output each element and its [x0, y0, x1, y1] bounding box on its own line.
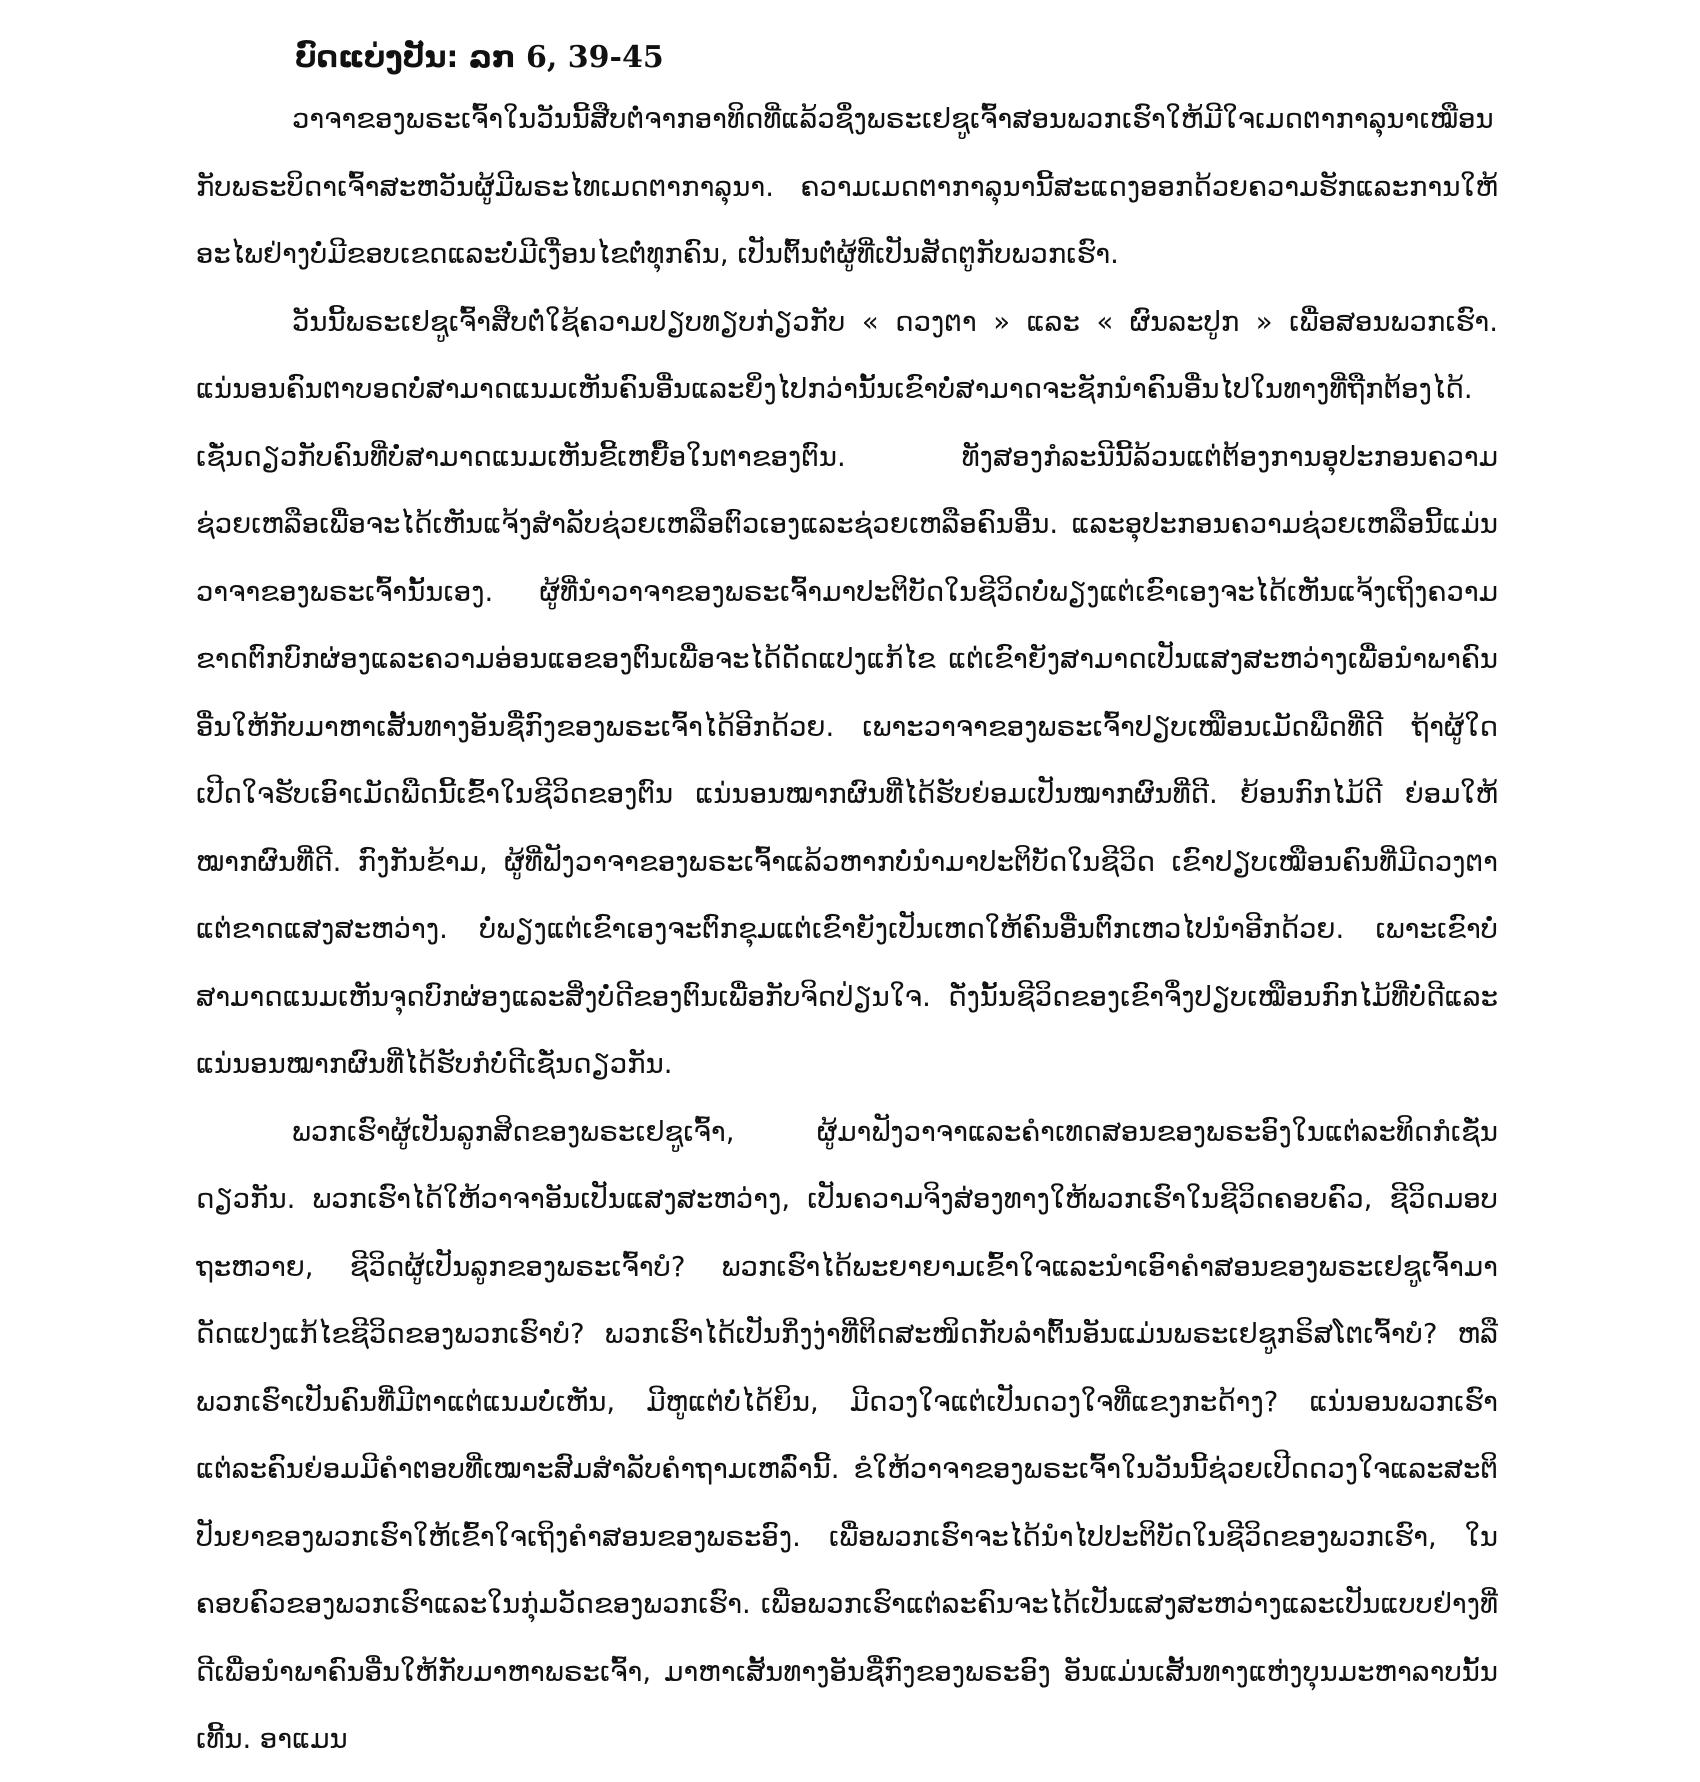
heading-label: ບົດແບ່ງປັນ: ລກ — [295, 40, 516, 75]
paragraph-1: ວາຈາຂອງພຣະເຈົ້າໃນວັນນີ້ສືບຕໍ່ຈາກອາທິດທີ່ແລ້ວຊຶ່ງພຣະເຢຊູເຈົ້າສອນພວກເຮົາໃຫ້ມີໃຈເມດຕາກາລຸນາເໝືອນກັບພຣະບິດາເຈົ້າສະຫວັນຜູ້ມີພຣະໄທເມດຕາກາລຸນາ. ຄວາມເມດຕາກາລຸນານີ້ສະແດງອອກດ້ວຍຄວາມຮັກແລະການໃຫ້ອະໄພຢ່າງບໍ່ມີຂອບເຂດແລະບໍ່ມີເງື່ອນໄຂຕໍ່ທຸກຄົນ, ເປັນຕົ້ນຕໍ່ຜູ້ທີ່ເປັນສັດຕູກັບພວກເຮົາ. — [196, 103, 1498, 270]
document-body — [196, 30, 1498, 1774]
heading-reference: 6, 39-45 — [526, 40, 664, 75]
paragraph-2: ວັນນີ້ພຣະເຢຊູເຈົ້າສືບຕໍ່ໃຊ້ຄວາມປຽບທຽບກ່ຽວກັບ « ດວງຕາ » ແລະ « ຜົນລະປູກ » ເພື່ອສອນພວກເຮົາ. ແນ່ນອນຄົນຕາບອດບໍ່ສາມາດແນມເຫັນຄົນອື່ນແລະຍິ່ງໄປກວ່ານັ້ນເຂົາບໍ່ສາມາດຈະຊັກນໍາຄົນອື່ນໄປໃນທາງທີ່ຖືກຕ້ອງໄດ້. ເຊັ່ນດຽວກັບຄົນທີ່ບໍ່ສາມາດແນມເຫັນຂີ້ເຫຍື້ອໃນຕາຂອງຕົນ. ທັງສອງກໍລະນີນີ້ລ້ວນແຕ່ຕ້ອງການອຸປະກອນຄວາມຊ່ວຍເຫລືອເພື່ອຈະໄດ້ເຫັນແຈ້ງສໍາລັບຊ່ວຍເຫລືອຕົວເອງແລະຊ່ວຍເຫລືອຄົນອື່ນ. ແລະອຸປະກອນຄວາມຊ່ວຍເຫລືອນີ້ແມ່ນວາຈາຂອງພຣະເຈົ້ານັ້ນເອງ. ຜູ້ທີ່ນໍາວາຈາຂອງພຣະເຈົ້າມາປະຕິບັດໃນຊີວິດບໍ່ພຽງແຕ່ເຂົາເອງຈະໄດ້ເຫັນແຈ້ງເຖິງຄວາມຂາດຕົກບົກຜ່ອງແລະຄວາມອ່ອນແອຂອງຕົນເພື່ອຈະໄດ້ດັດແປງແກ້ໄຂ ແຕ່ເຂົາຍັງສາມາດເປັນແສງສະຫວ່າງເພື່ອນໍາພາຄົນອື່ນໃຫ້ກັບມາຫາເສັ້ນທາງອັນຊື່ກົງຂອງພຣະເຈົ້າໄດ້ອີກດ້ວຍ. ເພາະວາຈາຂອງພຣະເຈົ້າປຽບເໝືອນເມັດພືດທີ່ດີ ຖ້າຜູ້ໃດເປີດໃຈຮັບເອົາເມັດພືດນີ້ເຂົ້າໃນຊີວິດຂອງຕົນ ແນ່ນອນໝາກຜົນທີ່ໄດ້ຮັບຍ່ອມເປັນໝາກຜົນທີ່ດີ. ຍ້ອນກົກໄມ້ດີ ຍ່ອມໃຫ້ໝາກຜົນທີ່ດີ. ກົງກັນຂ້າມ, ຜູ້ທີ່ຟັງວາຈາຂອງພຣະເຈົ້າແລ້ວຫາກບໍ່ນໍາມາປະຕິບັດໃນຊີວິດ ເຂົາປຽບເໝືອນຄົນທີ່ມີດວງຕາແຕ່ຂາດແສງສະຫວ່າງ. ບໍ່ພຽງແຕ່ເຂົາເອງຈະຕົກຂຸມແຕ່ເຂົາຍັງເປັນເຫດໃຫ້ຄົນອື່ນຕົກເຫວໄປນໍາອີກດ້ວຍ. ເພາະເຂົາບໍ່ສາມາດແນມເຫັນຈຸດບົກຜ່ອງແລະສິ່ງບໍ່ດີຂອງຕົນເພື່ອກັບຈິດປ່ຽນໃຈ. ດັ່ງນັ້ນຊີວິດຂອງເຂົາຈຶ່ງປຽບເໝືອນກົກໄມ້ທີ່ບໍ່ດີແລະແນ່ນອນໝາກຜົນທີ່ໄດ້ຮັບກໍບໍ່ດີເຊັ່ນດຽວກັນ. — [196, 305, 1498, 1080]
reading-heading — [295, 30, 1498, 86]
paragraph-3: ພວກເຮົາຜູ້ເປັນລູກສິດຂອງພຣະເຢຊູເຈົ້າ, ຜູ້ມາຟັງວາຈາແລະຄໍາເທດສອນຂອງພຣະອົງໃນແຕ່ລະທິດກໍເຊັ່ນດຽວກັນ. ພວກເຮົາໄດ້ໃຫ້ວາຈາອັນເປັນແສງສະຫວ່າງ, ເປັນຄວາມຈິງສ່ອງທາງໃຫ້ພວກເຮົາໃນຊີວິດຄອບຄົວ, ຊີວິດມອບຖະຫວາຍ, ຊີວິດຜູ້ເປັນລູກຂອງພຣະເຈົ້າບໍ? ພວກເຮົາໄດ້ພະຍາຍາມເຂົ້າໃຈແລະນໍາເອົາຄໍາສອນຂອງພຣະເຢຊູເຈົ້າມາດັດແປງແກ້ໄຂຊີວິດຂອງພວກເຮົາບໍ? ພວກເຮົາໄດ້ເປັນກິ່ງງ່າທີ່ຕິດສະໜິດກັບລໍາຕົ້ນອັນແມ່ນພຣະເຢຊູກຣິສໂຕເຈົ້າບໍ? ຫລືພວກເຮົາເປັນຄົນທີ່ມີຕາແຕ່ແນມບໍ່ເຫັນ, ມີຫູແຕ່ບໍ່ໄດ້ຍິນ, ມີດວງໃຈແຕ່ເປັນດວງໃຈທີ່ແຂງກະດ້າງ? ແນ່ນອນພວກເຮົາແຕ່ລະຄົນຍ່ອມມີຄໍາຕອບທີ່ເໝາະສົມສໍາລັບຄໍາຖາມເຫລົ່ານີ້. ຂໍໃຫ້ວາຈາຂອງພຣະເຈົ້າໃນວັນນີ້ຊ່ວຍເປີດດວງໃຈແລະສະຕິປັນຍາຂອງພວກເຮົາໃຫ້ເຂົ້າໃຈເຖິງຄໍາສອນຂອງພຣະອົງ. ເພື່ອພວກເຮົາຈະໄດ້ນໍາໄປປະຕິບັດໃນຊີວິດຂອງພວກເຮົາ, ໃນຄອບຄົວຂອງພວກເຮົາແລະໃນກຸ່ມວັດຂອງພວກເຮົາ. ເພື່ອພວກເຮົາແຕ່ລະຄົນຈະໄດ້ເປັນແສງສະຫວ່າງແລະເປັນແບບຢ່າງທີ່ດີເພື່ອນໍາພາຄົນອື່ນໃຫ້ກັບມາຫາພຣະເຈົ້າ, ມາຫາເສັ້ນທາງອັນຊື່ກົງຂອງພຣະອົງ ອັນແມ່ນເສັ້ນທາງແຫ່ງບຸນມະຫາລາບນັ້ນເທີ້ນ. ອາແມນ — [196, 1115, 1498, 1755]
